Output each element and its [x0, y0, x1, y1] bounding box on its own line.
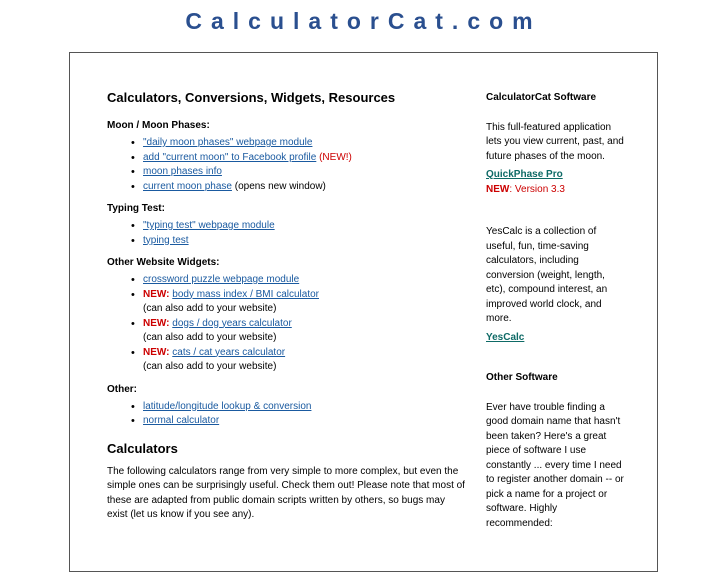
- other-section-title: Other:: [107, 383, 137, 395]
- list-item: [143, 151, 467, 166]
- list-item: [143, 414, 467, 429]
- yescalc-description: YesCalc is a collection of useful, fun, time-saving calculators, including conversion (weight, length, etc), compound interest, an improved world clock, and more.: [486, 226, 608, 324]
- moon-list: [107, 136, 467, 194]
- software-title: CalculatorCat Software: [486, 92, 597, 103]
- current-moon-phase-link[interactable]: current moon phase: [143, 180, 232, 192]
- cat-years-calculator-link[interactable]: cats / cat years calculator: [172, 346, 286, 358]
- quickphase-version: [486, 183, 626, 198]
- widget-note: (can also add to your website): [143, 361, 277, 372]
- moon-section-title: Moon / Moon Phases:: [107, 120, 210, 131]
- calculators-heading: Calculators: [107, 440, 178, 456]
- moon-phases-info-link[interactable]: moon phases info: [143, 166, 222, 177]
- content-frame: [69, 52, 658, 572]
- yescalc-link[interactable]: YesCalc: [486, 331, 525, 343]
- typing-section-title: Typing Test:: [107, 203, 165, 214]
- typing-list: [107, 219, 467, 248]
- widget-note: (can also add to your website): [143, 332, 277, 343]
- main-column: [107, 90, 467, 523]
- list-item: [143, 400, 467, 415]
- widget-note: (can also add to your website): [143, 303, 277, 314]
- quickphase-pro-link[interactable]: QuickPhase Pro: [486, 169, 563, 180]
- list-item: [143, 346, 467, 375]
- new-badge: NEW:: [143, 346, 170, 358]
- spacer: [486, 197, 626, 225]
- crossword-module-link[interactable]: crossword puzzle webpage module: [143, 274, 300, 285]
- dog-years-calculator-link[interactable]: dogs / dog years calculator: [172, 317, 292, 329]
- sidebar: [486, 91, 626, 531]
- other-software-title: Other Software: [486, 372, 558, 383]
- calculators-description: The following calculators range from very simple to more complex, but even the simple ones can be surprisingly useful. Check them out! Please note that most of these are adapted from public domain scripts written by others, so bugs may exist (let us know if you see any).: [107, 465, 465, 520]
- latlong-lookup-link[interactable]: latitude/longitude lookup & conversion: [143, 400, 312, 412]
- list-item: [143, 234, 467, 249]
- facebook-moon-link[interactable]: add "current moon" to Facebook profile: [143, 151, 317, 163]
- widgets-section-title: Other Website Widgets:: [107, 257, 220, 268]
- typing-test-module-link[interactable]: "typing test" webpage module: [143, 220, 275, 231]
- list-item: [143, 273, 467, 288]
- list-item: [143, 180, 467, 195]
- new-badge: NEW: [486, 183, 510, 195]
- spacer: [486, 345, 626, 371]
- new-window-note: (opens new window): [234, 180, 326, 192]
- list-item: [143, 136, 467, 151]
- list-item: [143, 219, 467, 234]
- list-item: [143, 317, 467, 346]
- widgets-list: [107, 273, 467, 375]
- new-badge: (NEW!): [319, 151, 352, 163]
- bmi-calculator-link[interactable]: body mass index / BMI calculator: [172, 288, 319, 300]
- list-item: [143, 288, 467, 317]
- typing-test-link[interactable]: typing test: [143, 234, 189, 246]
- quickphase-description: This full-featured application lets you view current, past, and future phases of the moon.: [486, 121, 624, 162]
- version-text: : Version 3.3: [509, 183, 565, 195]
- new-badge: NEW:: [143, 288, 170, 300]
- new-badge: NEW:: [143, 317, 170, 329]
- list-item: [143, 165, 467, 180]
- normal-calculator-link[interactable]: normal calculator: [143, 415, 220, 426]
- site-title: CalculatorCat.com: [185, 8, 542, 34]
- daily-moon-phases-link[interactable]: "daily moon phases" webpage module: [143, 137, 313, 148]
- main-heading: Calculators, Conversions, Widgets, Resources: [107, 90, 396, 105]
- other-list: [107, 400, 467, 429]
- other-software-description: Ever have trouble finding a good domain name that hasn't been taken? Here's a great piece of software I use constantly ... every time I need to register another domain -- or pick a name for a project or software. Highly recommended:: [486, 401, 624, 529]
